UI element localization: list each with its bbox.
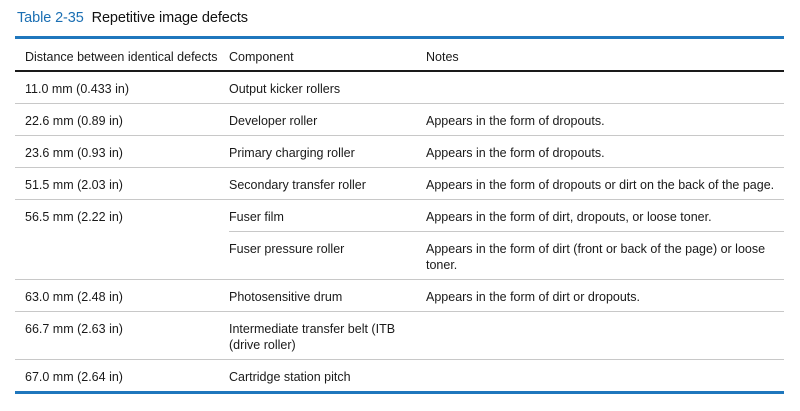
- component-cell: Secondary transfer roller: [229, 178, 366, 192]
- header-distance: Distance between identical defects: [25, 50, 218, 64]
- notes-cell: [426, 312, 784, 359]
- table-number: Table 2-35: [17, 10, 84, 26]
- distance-cell: 23.6 mm (0.93 in): [25, 146, 123, 160]
- distance-cell: 66.7 mm (2.63 in): [25, 322, 123, 336]
- table-row: [229, 231, 784, 279]
- notes-cell: Appears in the form of dropouts.: [426, 114, 605, 128]
- component-cell: Photosensitive drum: [229, 290, 343, 304]
- table-row: [15, 312, 784, 360]
- table-row: [15, 72, 784, 104]
- notes-cell: Appears in the form of dropouts.: [426, 146, 605, 160]
- notes-cell: Appears in the form of dropouts or dirt on the back of the page.: [426, 178, 775, 192]
- table-header-row: [15, 39, 784, 72]
- notes-cell: [426, 72, 784, 103]
- component-cell: Output kicker rollers: [229, 82, 341, 96]
- notes-cell: Appears in the form of dirt or dropouts.: [426, 290, 640, 304]
- component-cell: Fuser film: [229, 210, 284, 224]
- notes-cell: [426, 360, 784, 391]
- table-row: [15, 104, 784, 136]
- notes-cell: Appears in the form of dirt, dropouts, or loose toner.: [426, 210, 712, 224]
- table-row: [15, 280, 784, 312]
- component-cell: Fuser pressure roller: [229, 242, 345, 256]
- component-cell: Developer roller: [229, 114, 318, 128]
- table-title: Repetitive image defects: [91, 10, 248, 26]
- component-cell: Primary charging roller: [229, 146, 355, 160]
- distance-cell: 67.0 mm (2.64 in): [25, 370, 123, 384]
- distance-cell: 22.6 mm (0.89 in): [25, 114, 123, 128]
- table-row: [15, 136, 784, 168]
- table-row: [229, 200, 784, 231]
- header-component: Component: [229, 50, 294, 64]
- distance-cell: 63.0 mm (2.48 in): [25, 290, 123, 304]
- distance-cell: 51.5 mm (2.03 in): [25, 178, 123, 192]
- table-row: [15, 168, 784, 200]
- distance-cell: 11.0 mm (0.433 in): [25, 82, 129, 96]
- component-cell: Intermediate transfer belt (ITB (drive roller): [229, 322, 396, 352]
- table-row: [15, 360, 784, 391]
- distance-cell: 56.5 mm (2.22 in): [25, 210, 123, 224]
- component-cell: Cartridge station pitch: [229, 370, 351, 384]
- notes-cell: Appears in the form of dirt (front or back of the page) or loose toner.: [426, 242, 766, 272]
- table-row-group: [15, 200, 784, 280]
- header-notes: Notes: [426, 50, 459, 64]
- table-caption: [17, 10, 248, 26]
- repetitive-defects-table: [15, 36, 784, 394]
